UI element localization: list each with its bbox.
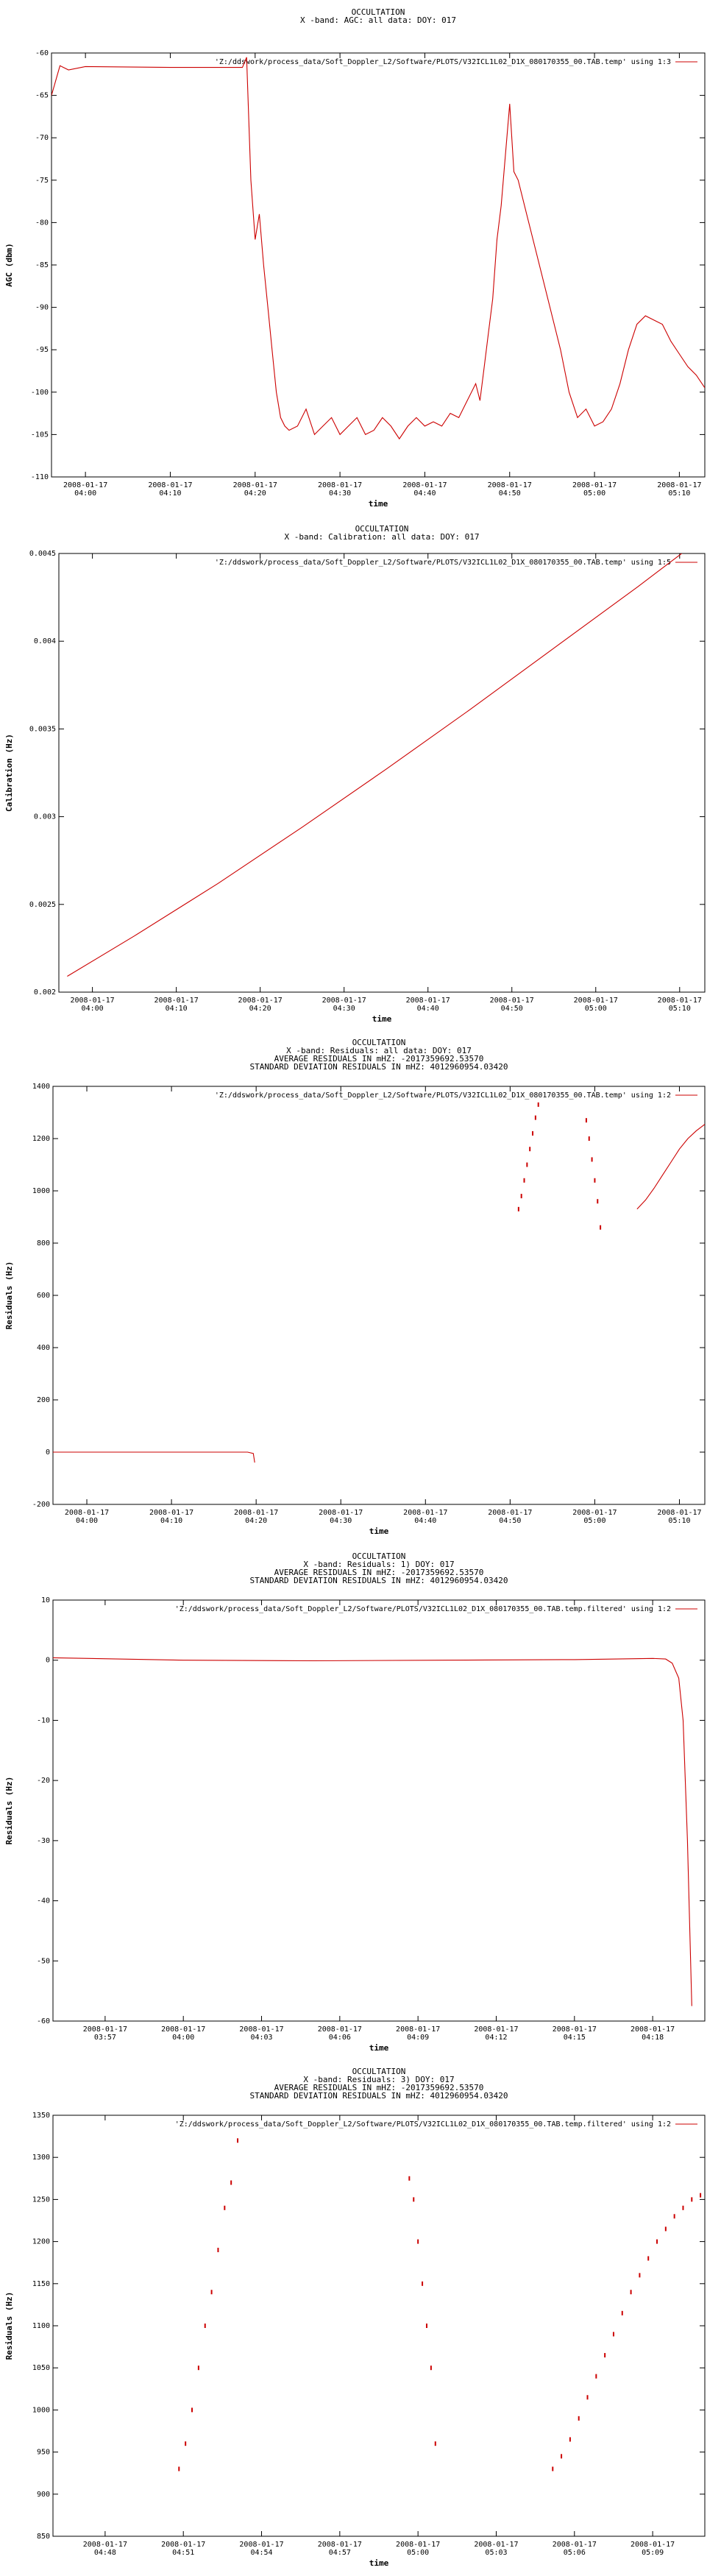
series-line — [53, 1657, 692, 2006]
x-axis-label: time — [372, 1014, 392, 1024]
x-tick-time: 04:00 — [172, 2034, 195, 2042]
x-tick-time: 05:10 — [668, 1005, 691, 1013]
y-tick-label: 1150 — [32, 2279, 50, 2288]
x-tick-time: 04:09 — [407, 2034, 430, 2042]
y-tick-label: 850 — [36, 2533, 50, 2541]
data-point — [700, 2193, 701, 2198]
x-tick-time: 04:50 — [499, 1517, 522, 1525]
y-axis-label: Residuals (Hz) — [4, 1776, 14, 1845]
y-tick-label: -60 — [35, 49, 49, 57]
x-tick-date: 2008-01-17 — [161, 2025, 206, 2034]
x-tick-date: 2008-01-17 — [64, 1509, 110, 1517]
x-axis-label: time — [369, 2043, 389, 2053]
data-point — [532, 1131, 533, 1136]
series-line — [52, 57, 705, 439]
data-point — [592, 1157, 593, 1161]
data-layer — [53, 1657, 692, 2006]
y-tick-label: 1350 — [32, 2112, 50, 2120]
chart-5 — [4, 2067, 705, 2568]
x-tick-date: 2008-01-17 — [552, 2541, 597, 2549]
chart-title-line: STANDARD DEVIATION RESIDUALS IN mHZ: 4012960954.03420 — [249, 2091, 508, 2101]
x-tick-time: 04:00 — [74, 489, 97, 498]
data-point — [417, 2240, 419, 2244]
x-tick-date: 2008-01-17 — [82, 2541, 127, 2549]
y-tick-label: 1200 — [32, 2237, 50, 2246]
chart-title-line: OCCULTATION — [352, 2067, 406, 2076]
chart-3 — [4, 1038, 705, 1536]
x-tick-date: 2008-01-17 — [148, 481, 193, 489]
y-tick-label: -75 — [35, 176, 49, 185]
x-tick-date: 2008-01-17 — [657, 1509, 702, 1517]
data-point — [237, 2138, 238, 2142]
data-point — [524, 1178, 525, 1183]
x-tick-time: 04:30 — [330, 1517, 352, 1525]
data-point — [535, 1116, 536, 1120]
data-point — [561, 2454, 562, 2458]
x-tick-time: 04:10 — [165, 1005, 188, 1013]
chart-2 — [4, 524, 705, 1024]
y-tick-label: -110 — [30, 473, 49, 481]
x-tick-date: 2008-01-17 — [405, 997, 450, 1005]
y-tick-label: -70 — [35, 134, 49, 143]
chart-title-line: OCCULTATION — [352, 1551, 406, 1561]
y-tick-label: -200 — [32, 1501, 50, 1509]
x-tick-time: 04:50 — [498, 489, 521, 498]
x-tick-date: 2008-01-17 — [239, 2541, 284, 2549]
chart-title-line: X -band: Residuals: 1) DOY: 017 — [303, 1560, 455, 1569]
x-tick-time: 04:51 — [172, 2549, 195, 2557]
x-tick-date: 2008-01-17 — [63, 481, 108, 489]
data-point — [198, 2366, 199, 2370]
x-tick-date: 2008-01-17 — [396, 2025, 441, 2034]
chart-title-line: X -band: Residuals: all data: DOY: 017 — [286, 1046, 472, 1055]
data-point — [631, 2290, 632, 2294]
data-layer — [52, 57, 705, 439]
data-point — [224, 2206, 225, 2210]
y-tick-label: -10 — [36, 1716, 50, 1725]
x-tick-date: 2008-01-17 — [149, 1509, 194, 1517]
data-point — [217, 2248, 219, 2252]
x-tick-time: 03:57 — [93, 2034, 116, 2042]
data-layer — [53, 1103, 705, 1462]
y-tick-label: 10 — [40, 1596, 50, 1604]
x-tick-time: 04:00 — [75, 1517, 99, 1525]
x-tick-date: 2008-01-17 — [70, 997, 115, 1005]
x-tick-date: 2008-01-17 — [474, 2541, 519, 2549]
data-point — [600, 1225, 601, 1230]
data-point — [435, 2441, 436, 2446]
y-tick-label: -40 — [36, 1897, 50, 1906]
y-tick-label: -85 — [35, 261, 49, 269]
data-point — [569, 2437, 571, 2441]
data-point — [178, 2466, 180, 2471]
x-tick-time: 04:40 — [416, 1005, 439, 1013]
x-tick-date: 2008-01-17 — [82, 2025, 127, 2034]
x-tick-time: 04:03 — [250, 2034, 273, 2042]
x-tick-time: 04:00 — [81, 1005, 104, 1013]
y-tick-label: 1100 — [32, 2322, 50, 2330]
y-tick-label: 0.003 — [33, 813, 56, 821]
legend-label: 'Z:/ddswork/process_data/Soft_Doppler_L2/Software/PLOTS/V32ICL1L02_D1X_080170355_00.TAB.temp' using 1:3 — [214, 58, 671, 66]
x-tick-time: 04:57 — [328, 2549, 351, 2557]
data-point — [526, 1163, 528, 1167]
data-point — [413, 2197, 414, 2201]
x-tick-date: 2008-01-17 — [234, 1509, 279, 1517]
plot-frame — [53, 2115, 705, 2536]
y-tick-label: -100 — [30, 388, 49, 397]
y-axis-label: Residuals (Hz) — [4, 1261, 14, 1330]
data-point — [622, 2311, 623, 2315]
x-tick-date: 2008-01-17 — [657, 481, 702, 489]
x-tick-time: 05:00 — [583, 489, 606, 498]
x-tick-time: 04:40 — [414, 1517, 437, 1525]
x-tick-date: 2008-01-17 — [572, 1509, 617, 1517]
data-point — [691, 2197, 692, 2201]
x-axis-label: time — [368, 499, 388, 509]
data-point — [578, 2416, 580, 2421]
y-tick-label: 0.0045 — [29, 550, 56, 558]
y-tick-label: 0 — [45, 1656, 50, 1665]
data-point — [595, 2374, 597, 2379]
chart-title-line: X -band: Calibration: all data: DOY: 017 — [284, 532, 480, 542]
x-tick-time: 05:10 — [668, 489, 691, 498]
data-point — [426, 2324, 427, 2328]
x-tick-date: 2008-01-17 — [317, 481, 363, 489]
y-tick-label: -80 — [35, 219, 49, 227]
y-tick-label: 800 — [36, 1239, 50, 1248]
y-tick-label: 0.004 — [33, 637, 56, 646]
y-tick-label: -65 — [35, 91, 49, 100]
data-point — [422, 2282, 423, 2286]
y-tick-label: 1250 — [32, 2195, 50, 2204]
chart-title-line: OCCULTATION — [352, 1038, 406, 1047]
data-point — [639, 2273, 640, 2277]
x-tick-date: 2008-01-17 — [657, 997, 702, 1005]
x-tick-date: 2008-01-17 — [317, 2025, 362, 2034]
data-point — [647, 2256, 649, 2260]
x-axis-label: time — [369, 2558, 389, 2568]
x-axis-label: time — [369, 1526, 389, 1536]
x-tick-time: 04:12 — [485, 2034, 508, 2042]
plot-frame — [59, 553, 705, 992]
y-tick-label: 200 — [36, 1396, 50, 1404]
data-point — [430, 2366, 432, 2370]
y-tick-label: -50 — [36, 1957, 50, 1966]
data-point — [604, 2353, 605, 2357]
data-layer — [67, 536, 705, 976]
plot-frame — [53, 1086, 705, 1504]
y-tick-label: 950 — [36, 2448, 50, 2457]
legend-label: 'Z:/ddswork/process_data/Soft_Doppler_L2/Software/PLOTS/V32ICL1L02_D1X_080170355_00.TAB.temp.filtered' using 1:2 — [174, 1605, 671, 1613]
data-point — [665, 2226, 667, 2231]
x-tick-time: 05:00 — [407, 2549, 430, 2557]
plot-frame — [52, 53, 705, 477]
chart-1 — [4, 7, 705, 509]
chart-title-line: X -band: Residuals: 3) DOY: 017 — [303, 2075, 455, 2084]
x-tick-time: 05:03 — [485, 2549, 508, 2557]
data-point — [597, 1199, 598, 1203]
y-tick-label: 1300 — [32, 2154, 50, 2162]
data-point — [529, 1147, 530, 1151]
chart-title-line: STANDARD DEVIATION RESIDUALS IN mHZ: 4012960954.03420 — [249, 1062, 508, 1072]
y-tick-label: 1200 — [32, 1135, 50, 1143]
chart-title-line: X -band: AGC: all data: DOY: 017 — [300, 15, 456, 25]
x-tick-time: 04:20 — [245, 1517, 268, 1525]
x-tick-time: 04:10 — [160, 1517, 183, 1525]
x-tick-date: 2008-01-17 — [573, 997, 618, 1005]
data-point — [521, 1194, 522, 1198]
x-tick-time: 04:15 — [563, 2034, 586, 2042]
legend-label: 'Z:/ddswork/process_data/Soft_Doppler_L2/Software/PLOTS/V32ICL1L02_D1X_080170355_00.TAB.temp' using 1:2 — [214, 1091, 671, 1100]
y-tick-label: -105 — [30, 431, 49, 439]
data-point — [230, 2181, 232, 2185]
data-point — [538, 1103, 539, 1107]
x-tick-date: 2008-01-17 — [402, 481, 447, 489]
y-tick-label: 900 — [36, 2490, 50, 2499]
x-tick-time: 05:06 — [563, 2549, 586, 2557]
x-tick-time: 04:30 — [333, 1005, 355, 1013]
x-tick-date: 2008-01-17 — [238, 997, 283, 1005]
data-point — [589, 1136, 590, 1141]
y-tick-label: 1000 — [32, 2406, 50, 2415]
series-line — [53, 1452, 255, 1462]
x-tick-date: 2008-01-17 — [488, 1509, 533, 1517]
x-tick-date: 2008-01-17 — [403, 1509, 448, 1517]
x-tick-time: 04:20 — [244, 489, 266, 498]
data-layer — [178, 2138, 701, 2471]
data-point — [656, 2240, 658, 2244]
x-tick-date: 2008-01-17 — [161, 2541, 206, 2549]
x-tick-time: 04:20 — [249, 1005, 271, 1013]
y-tick-label: 0 — [45, 1448, 50, 1457]
data-point — [674, 2214, 675, 2218]
data-point — [594, 1178, 595, 1183]
y-tick-label: -30 — [36, 1836, 50, 1845]
x-tick-date: 2008-01-17 — [489, 997, 534, 1005]
legend-label: 'Z:/ddswork/process_data/Soft_Doppler_L2/Software/PLOTS/V32ICL1L02_D1X_080170355_00.TAB.temp' using 1:5 — [214, 559, 671, 567]
y-tick-label: 400 — [36, 1344, 50, 1352]
x-tick-time: 05:00 — [584, 1005, 607, 1013]
data-point — [185, 2441, 186, 2446]
chart-4 — [4, 1551, 705, 2053]
chart-title-line: OCCULTATION — [351, 7, 405, 17]
data-point — [211, 2290, 213, 2294]
x-tick-time: 05:09 — [642, 2549, 664, 2557]
data-point — [613, 2332, 614, 2336]
x-tick-time: 04:48 — [93, 2549, 116, 2557]
y-axis-label: Calibration (Hz) — [4, 734, 14, 812]
x-tick-date: 2008-01-17 — [631, 2025, 675, 2034]
x-tick-time: 04:54 — [250, 2549, 273, 2557]
data-point — [587, 2395, 589, 2399]
chart-title-line: AVERAGE RESIDUALS IN mHZ: -2017359692.53570 — [274, 2083, 484, 2092]
chart-title-line: OCCULTATION — [355, 524, 409, 534]
x-tick-time: 05:00 — [583, 1517, 606, 1525]
y-tick-label: -95 — [35, 346, 49, 355]
y-tick-label: 0.002 — [33, 988, 56, 997]
x-tick-time: 04:30 — [329, 489, 352, 498]
y-tick-label: -60 — [36, 2017, 50, 2025]
data-point — [552, 2466, 553, 2471]
x-tick-date: 2008-01-17 — [631, 2541, 675, 2549]
data-point — [518, 1207, 519, 1211]
x-tick-date: 2008-01-17 — [239, 2025, 284, 2034]
x-tick-date: 2008-01-17 — [319, 1509, 363, 1517]
x-tick-date: 2008-01-17 — [322, 997, 366, 1005]
data-point — [682, 2206, 683, 2210]
data-point — [205, 2324, 206, 2328]
y-tick-label: 0.0035 — [29, 725, 56, 734]
x-tick-date: 2008-01-17 — [572, 481, 617, 489]
y-tick-label: 1400 — [32, 1083, 50, 1091]
y-tick-label: 600 — [36, 1292, 50, 1300]
chart-title-line: STANDARD DEVIATION RESIDUALS IN mHZ: 4012960954.03420 — [249, 1576, 508, 1585]
y-tick-label: 0.0025 — [29, 900, 56, 909]
x-tick-time: 04:18 — [642, 2034, 664, 2042]
series-line — [637, 1125, 705, 1209]
x-tick-date: 2008-01-17 — [154, 997, 199, 1005]
chart-title-line: AVERAGE RESIDUALS IN mHZ: -2017359692.53570 — [274, 1054, 484, 1064]
data-point — [408, 2176, 410, 2181]
x-tick-date: 2008-01-17 — [552, 2025, 597, 2034]
x-tick-date: 2008-01-17 — [317, 2541, 362, 2549]
x-tick-time: 05:10 — [668, 1517, 691, 1525]
legend-label: 'Z:/ddswork/process_data/Soft_Doppler_L2/Software/PLOTS/V32ICL1L02_D1X_080170355_00.TAB.temp.filtered' using 1:2 — [174, 2120, 671, 2129]
y-tick-label: 1000 — [32, 1187, 50, 1195]
y-axis-label: Residuals (Hz) — [4, 2291, 14, 2360]
chart-title-line: AVERAGE RESIDUALS IN mHZ: -2017359692.53570 — [274, 1568, 484, 1577]
y-axis-label: AGC (dbm) — [4, 243, 14, 287]
data-point — [586, 1118, 587, 1122]
x-tick-time: 04:50 — [500, 1005, 523, 1013]
x-tick-date: 2008-01-17 — [474, 2025, 519, 2034]
y-tick-label: -20 — [36, 1777, 50, 1786]
x-tick-time: 04:10 — [159, 489, 182, 498]
x-tick-date: 2008-01-17 — [396, 2541, 441, 2549]
x-tick-date: 2008-01-17 — [487, 481, 532, 489]
y-tick-label: -90 — [35, 303, 49, 312]
series-line — [67, 536, 705, 976]
x-tick-date: 2008-01-17 — [232, 481, 277, 489]
plot-frame — [53, 1600, 705, 2021]
data-point — [191, 2407, 193, 2412]
x-tick-time: 04:40 — [413, 489, 436, 498]
x-tick-time: 04:06 — [328, 2034, 351, 2042]
y-tick-label: 1050 — [32, 2364, 50, 2373]
